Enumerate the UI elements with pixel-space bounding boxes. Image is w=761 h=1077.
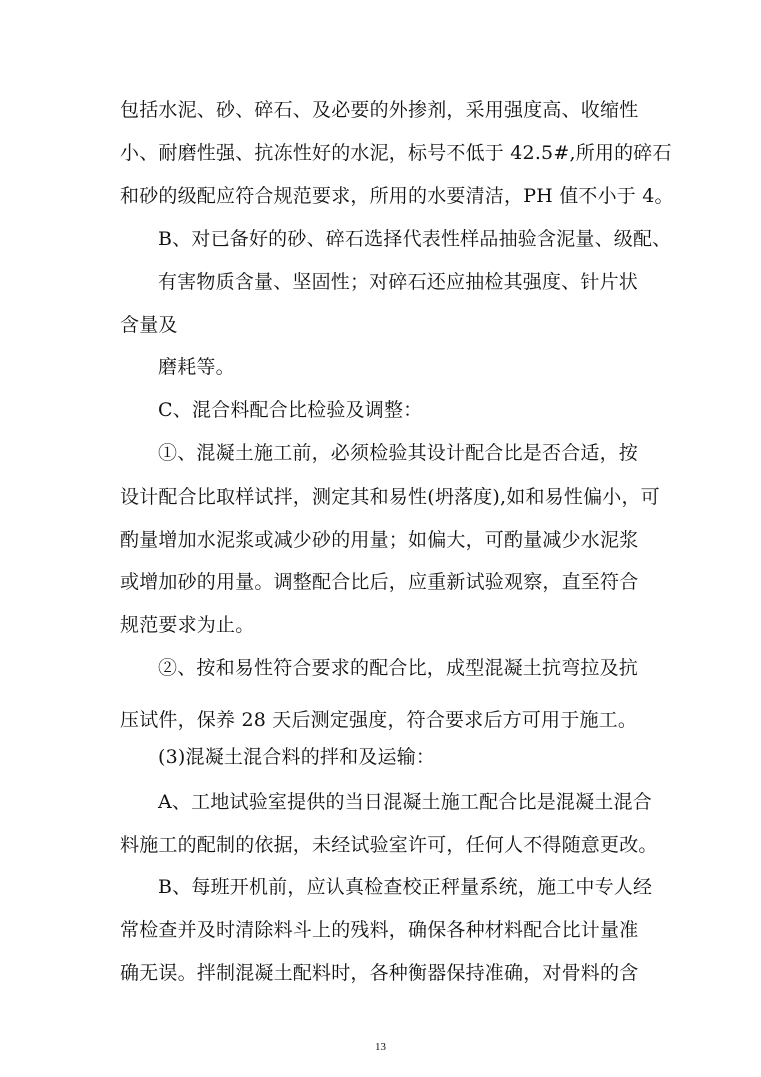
text-line-20: 常检查并及时清除料斗上的残料，确保各种材料配合比计量准	[120, 919, 639, 941]
text-line-8: C、混合料配合比检验及调整：	[158, 399, 423, 421]
text-line-10: 设计配合比取样试拌，测定其和易性(坍落度),如和易性偏小，可	[120, 486, 660, 508]
text-line-15: 压试件，保养 28 天后测定强度，符合要求后方可用于施工。	[120, 709, 638, 731]
text-line-16: (3)混凝土混合料的拌和及运输：	[158, 746, 436, 768]
text-line-4: B、对已备好的砂、碎石选择代表性样品抽验含泥量、级配、	[158, 228, 672, 250]
text-line-1: 包括水泥、砂、碎石、及必要的外掺剂，采用强度高、收缩性	[120, 99, 639, 121]
page-number: 13	[375, 1041, 386, 1053]
text-line-5: 有害物质含量、坚固性；对碎石还应抽检其强度、针片状	[158, 271, 639, 293]
text-line-17: A、工地试验室提供的当日混凝土施工配合比是混凝土混合	[158, 791, 652, 813]
text-line-13: 规范要求为止。	[120, 614, 255, 636]
text-line-11: 酌量增加水泥浆或减少砂的用量；如偏大，可酌量减少水泥浆	[120, 529, 639, 551]
text-line-6: 含量及	[120, 314, 178, 336]
text-line-2: 小、耐磨性强、抗冻性好的水泥，标号不低于 42.5#,所用的碎石	[120, 142, 672, 164]
text-line-19: B、每班开机前，应认真检查校正秤量系统，施工中专人经	[158, 876, 653, 898]
text-line-3: 和砂的级配应符合规范要求，所用的水要清洁，PH 值不小于 4。	[120, 185, 674, 207]
text-line-9: ①、混凝土施工前，必须检验其设计配合比是否合适，按	[158, 442, 639, 464]
text-line-12: 或增加砂的用量。调整配合比后，应重新试验观察，直至符合	[120, 571, 639, 593]
text-line-14: ②、按和易性符合要求的配合比，成型混凝土抗弯拉及抗	[158, 657, 639, 679]
text-line-21: 确无误。拌制混凝土配料时，各种衡器保持准确，对骨料的含	[120, 962, 639, 984]
text-line-7: 磨耗等。	[158, 356, 235, 378]
text-line-18: 料施工的配制的依据，未经试验室许可，任何人不得随意更改。	[120, 834, 658, 856]
